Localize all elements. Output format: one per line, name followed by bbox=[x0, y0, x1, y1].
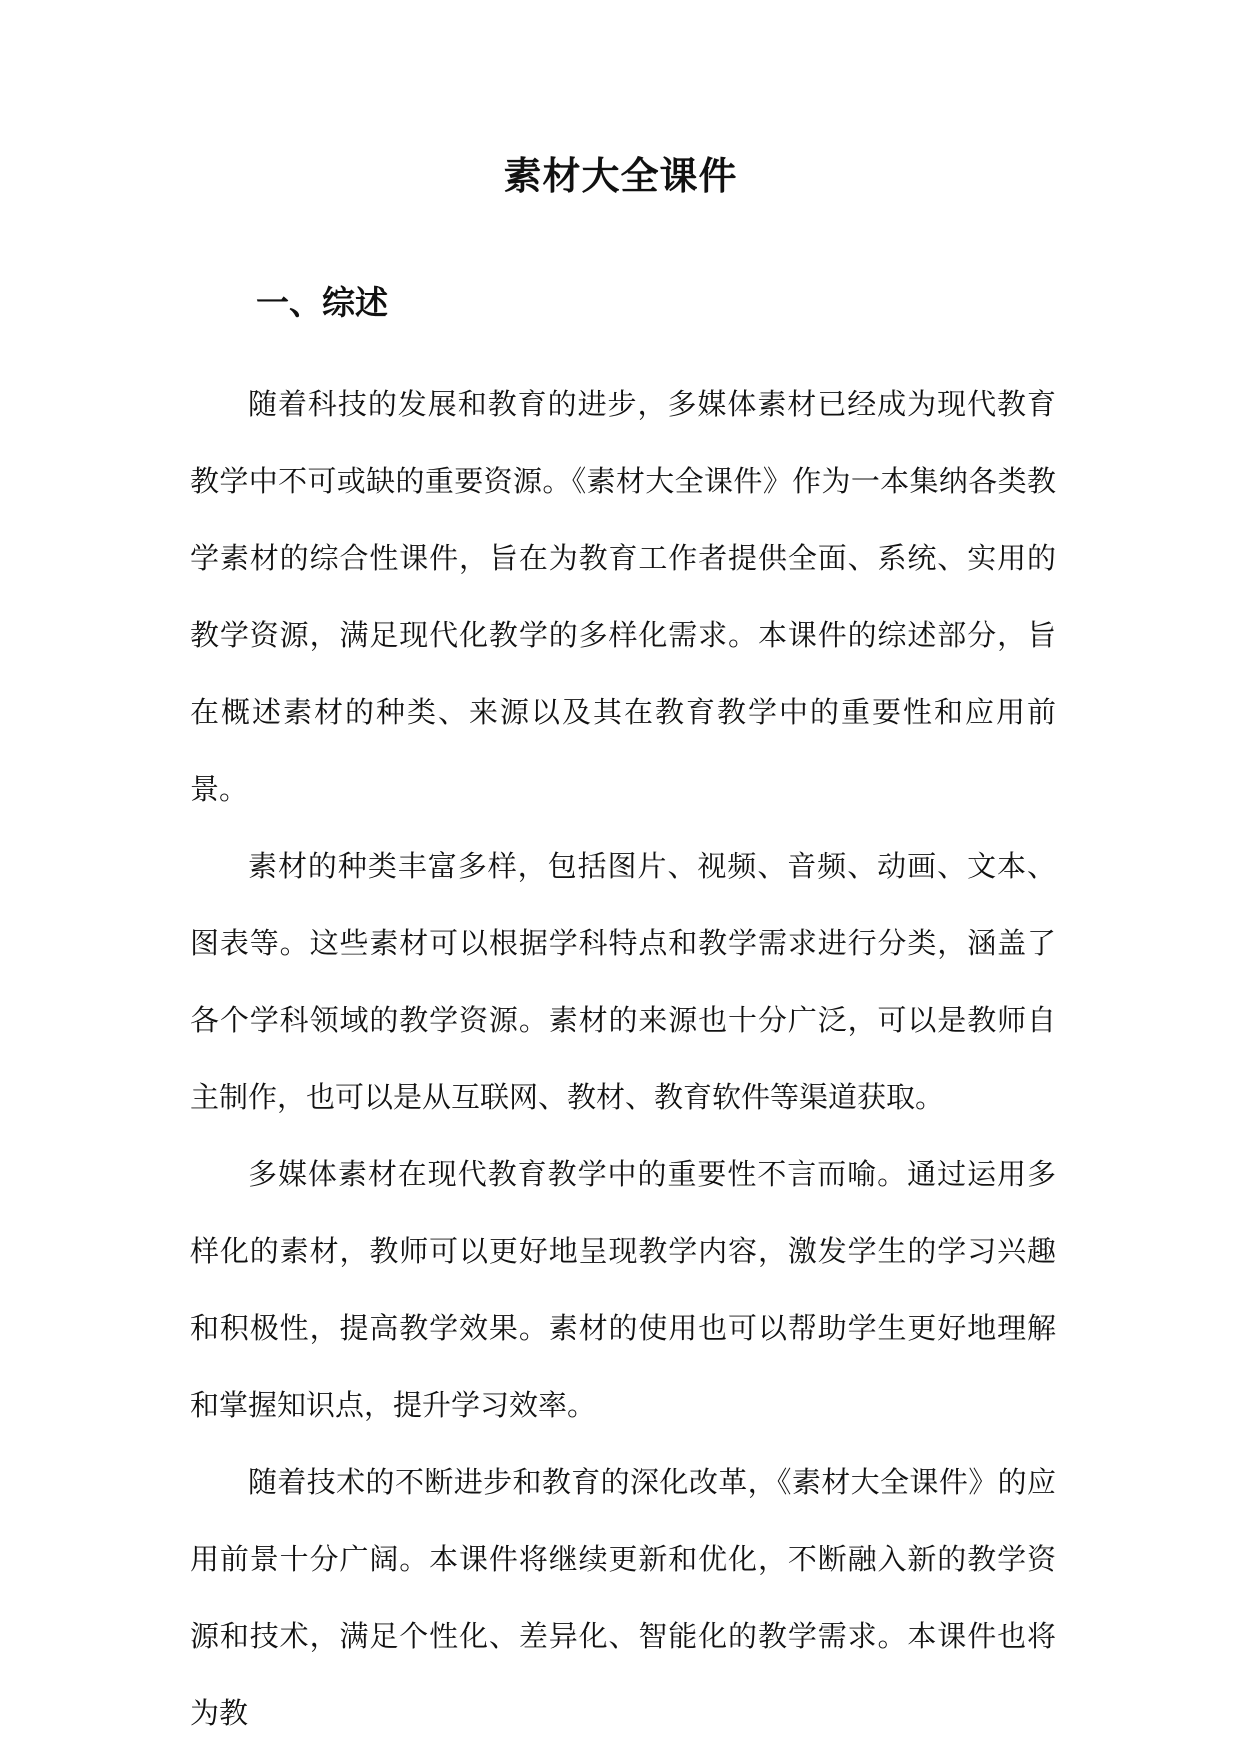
body-text bbox=[190, 366, 1056, 1752]
section-heading: 一、综述 bbox=[256, 283, 388, 322]
paragraph: 随着科技的发展和教育的进步，多媒体素材已经成为现代教育教学中不可或缺的重要资源。《素材大全课件》作为一本集纳各类教学素材的综合性课件，旨在为教育工作者提供全面、系统、实用的教学资源，满足现代化教学的多样化需求。本课件的综述部分，旨在概述素材的种类、来源以及其在教育教学中的重要性和应用前景。 bbox=[190, 387, 1056, 806]
paragraph: 随着技术的不断进步和教育的深化改革，《素材大全课件》的应用前景十分广阔。本课件将继续更新和优化，不断融入新的教学资源和技术，满足个性化、差异化、智能化的教学需求。本课件也将为教 bbox=[190, 1465, 1056, 1730]
paragraph: 素材的种类丰富多样，包括图片、视频、音频、动画、文本、图表等。这些素材可以根据学科特点和教学需求进行分类，涵盖了各个学科领域的教学资源。素材的来源也十分广泛，可以是教师自主制作，也可以是从互联网、教材、教育软件等渠道获取。 bbox=[190, 849, 1056, 1114]
paragraph: 多媒体素材在现代教育教学中的重要性不言而喻。通过运用多样化的素材，教师可以更好地呈现教学内容，激发学生的学习兴趣和积极性，提高教学效果。素材的使用也可以帮助学生更好地理解和掌握知识点，提升学习效率。 bbox=[190, 1157, 1056, 1422]
document-title: 素材大全课件 bbox=[503, 154, 738, 198]
